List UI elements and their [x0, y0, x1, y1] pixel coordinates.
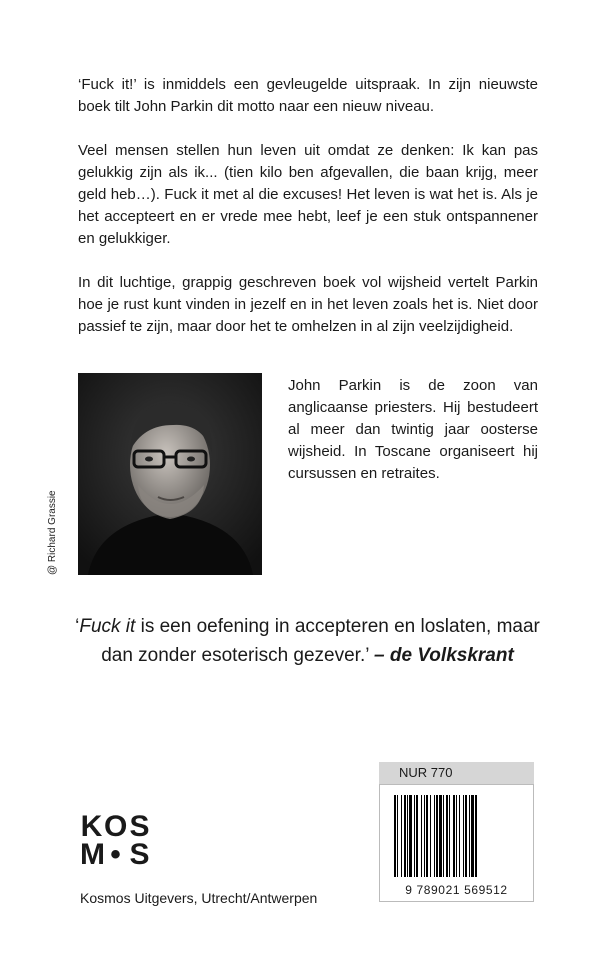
- barcode-bar: [409, 795, 412, 877]
- barcode-bar: [424, 795, 425, 877]
- barcode-bar: [436, 795, 438, 877]
- logo-letter-s: S: [129, 810, 151, 843]
- barcode-bar: [416, 795, 418, 877]
- logo-letter-o: O: [104, 810, 129, 843]
- quote-title: Fuck it: [79, 616, 136, 637]
- quote-body: is een oefening in accepteren en loslaten, maar dan zonder esoterisch gezever.’: [101, 616, 540, 666]
- quote-open: ‘: [75, 616, 80, 637]
- nur-code: NUR 770: [379, 762, 534, 784]
- logo-letter-s2: S: [129, 838, 151, 871]
- barcode-bar: [404, 795, 406, 877]
- author-portrait-icon: [78, 373, 262, 575]
- logo-dot-icon: •: [110, 838, 122, 871]
- kosmos-logo: [80, 810, 160, 871]
- barcode-bar: [459, 795, 460, 877]
- barcode-bar: [449, 795, 450, 877]
- barcode-bar: [421, 795, 422, 877]
- barcode-bar: [443, 795, 444, 877]
- blurb-paragraph-3: In dit luchtige, grappig geschreven boek vol wijsheid vertelt Parkin hoe je rust kunt vinden in jezelf en in het leven zoals het is. Niet door passief te zijn, maar door het te omhelzen in al zijn veelzijdigheid.: [78, 274, 538, 335]
- barcode-bar: [430, 795, 431, 877]
- barcode-bar: [401, 795, 402, 877]
- barcode-bar: [463, 795, 464, 877]
- publisher-name: Kosmos Uitgevers, Utrecht/Antwerpen: [80, 890, 318, 906]
- press-quote: [60, 612, 555, 670]
- quote-source: – de Volkskrant: [374, 645, 514, 666]
- barcode-bars-icon: [394, 795, 521, 877]
- barcode-bar: [469, 795, 470, 877]
- isbn-number: 9 789021 569512: [405, 883, 508, 897]
- barcode-bar: [456, 795, 457, 877]
- author-photo: [78, 373, 262, 575]
- barcode-bar: [426, 795, 428, 877]
- barcode-bar: [394, 795, 396, 877]
- photo-credit: @ Richard Grassie: [47, 490, 58, 575]
- barcode-bar: [439, 795, 442, 877]
- logo-letter-m: M: [80, 838, 106, 871]
- barcode-bar: [475, 795, 477, 877]
- logo-letter-k: K: [80, 810, 104, 843]
- author-bio: John Parkin is de zoon van anglicaanse priesters. Hij bestudeert al meer dan twintig jaar oosterse wijsheid. In Toscane organiseert hij cursussen en retraites.: [288, 377, 538, 482]
- barcode-bar: [397, 795, 398, 877]
- barcode-bar: [414, 795, 415, 877]
- barcode-bar: [407, 795, 408, 877]
- barcode-bar: [453, 795, 455, 877]
- barcode-bar: [434, 795, 435, 877]
- barcode-bar: [446, 795, 448, 877]
- barcode: [379, 784, 534, 902]
- barcode-bar: [471, 795, 474, 877]
- blurb-paragraph-2: Veel mensen stellen hun leven uit omdat ze denken: Ik kan pas gelukkig zijn als ik... (tien kilo ben afgevallen, die baan krijg, meer geld heb…). Fuck it met al die excuses! Het leven is wat het is. Als je het accepteert en er vrede mee hebt, leef je een stuk ontspannener en gelukkiger.: [78, 142, 538, 247]
- barcode-bar: [465, 795, 467, 877]
- blurb-paragraph-1: ‘Fuck it!’ is inmiddels een gevleugelde uitspraak. In zijn nieuwste boek tilt John Parkin dit motto naar een nieuw niveau.: [78, 76, 538, 115]
